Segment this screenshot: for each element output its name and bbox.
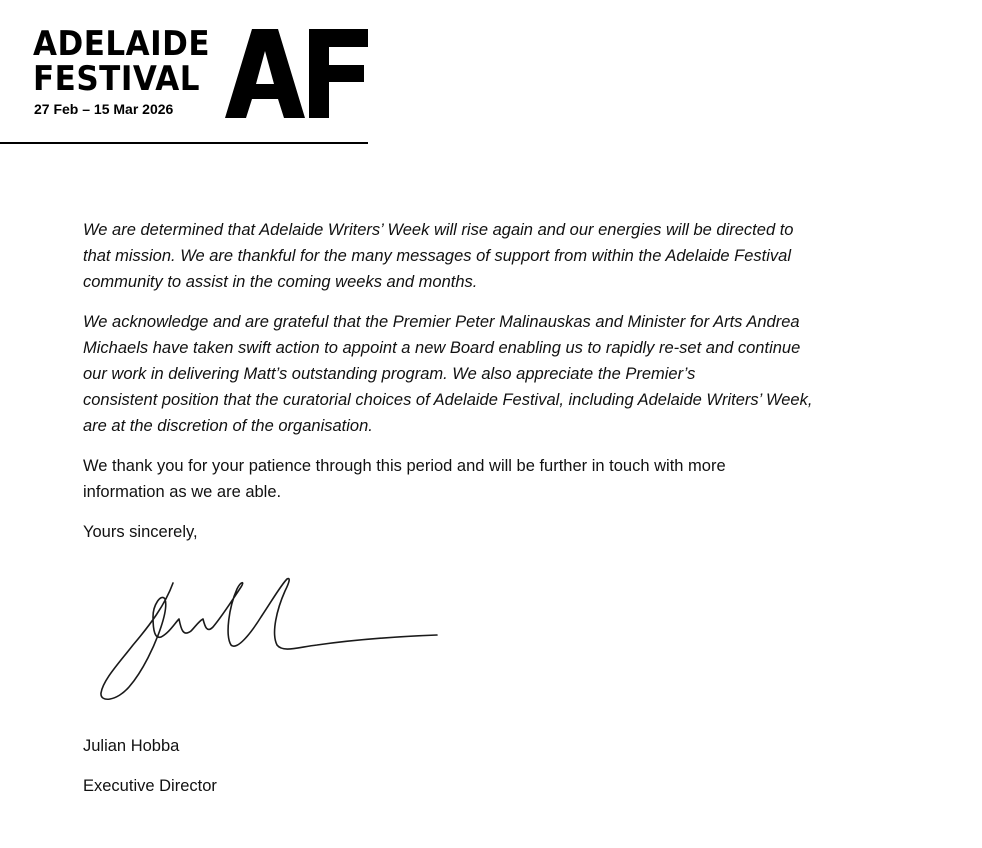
af-logo-mark (225, 29, 371, 118)
signatory-name: Julian Hobba (83, 737, 180, 755)
paragraph-thanks: We thank you for your patience through this period and will be further in touch with more information as we are able. (83, 457, 726, 501)
paragraph-acknowledgement: We acknowledge and are grateful that the Premier Peter Malinauskas and Minister for Arts Andrea Michaels have taken swift action to appoint a new Board enabling us to rapidly re-set and continue our work in delivering Matt’s outstanding program. We also appreciate the Premier’s consistent position that the curatorial choices of Adelaide Festival, including Adelaide Writers’ Week, are at the discretion of the organisation. (83, 313, 813, 435)
letter-body (83, 217, 903, 559)
logo-wordmark-adelaide: ADELAIDE (33, 24, 211, 64)
signatory-title: Executive Director (83, 777, 217, 795)
paragraph-writers-week: We are determined that Adelaide Writers’ Week will rise again and our energies will be directed to that mission. We are thankful for the many messages of support from within the Adelaide Festival community to assist in the coming weeks and months. (83, 221, 794, 291)
festival-dates: 27 Feb – 15 Mar 2026 (34, 101, 174, 117)
header-divider (0, 142, 368, 144)
letterhead (0, 0, 368, 145)
logo-wordmark-festival: FESTIVAL (33, 59, 200, 99)
af-logo-letter-a (225, 29, 305, 118)
handwritten-signature (95, 575, 445, 705)
closing-salutation: Yours sincerely, (83, 523, 198, 541)
af-logo-letter-f (309, 29, 368, 118)
